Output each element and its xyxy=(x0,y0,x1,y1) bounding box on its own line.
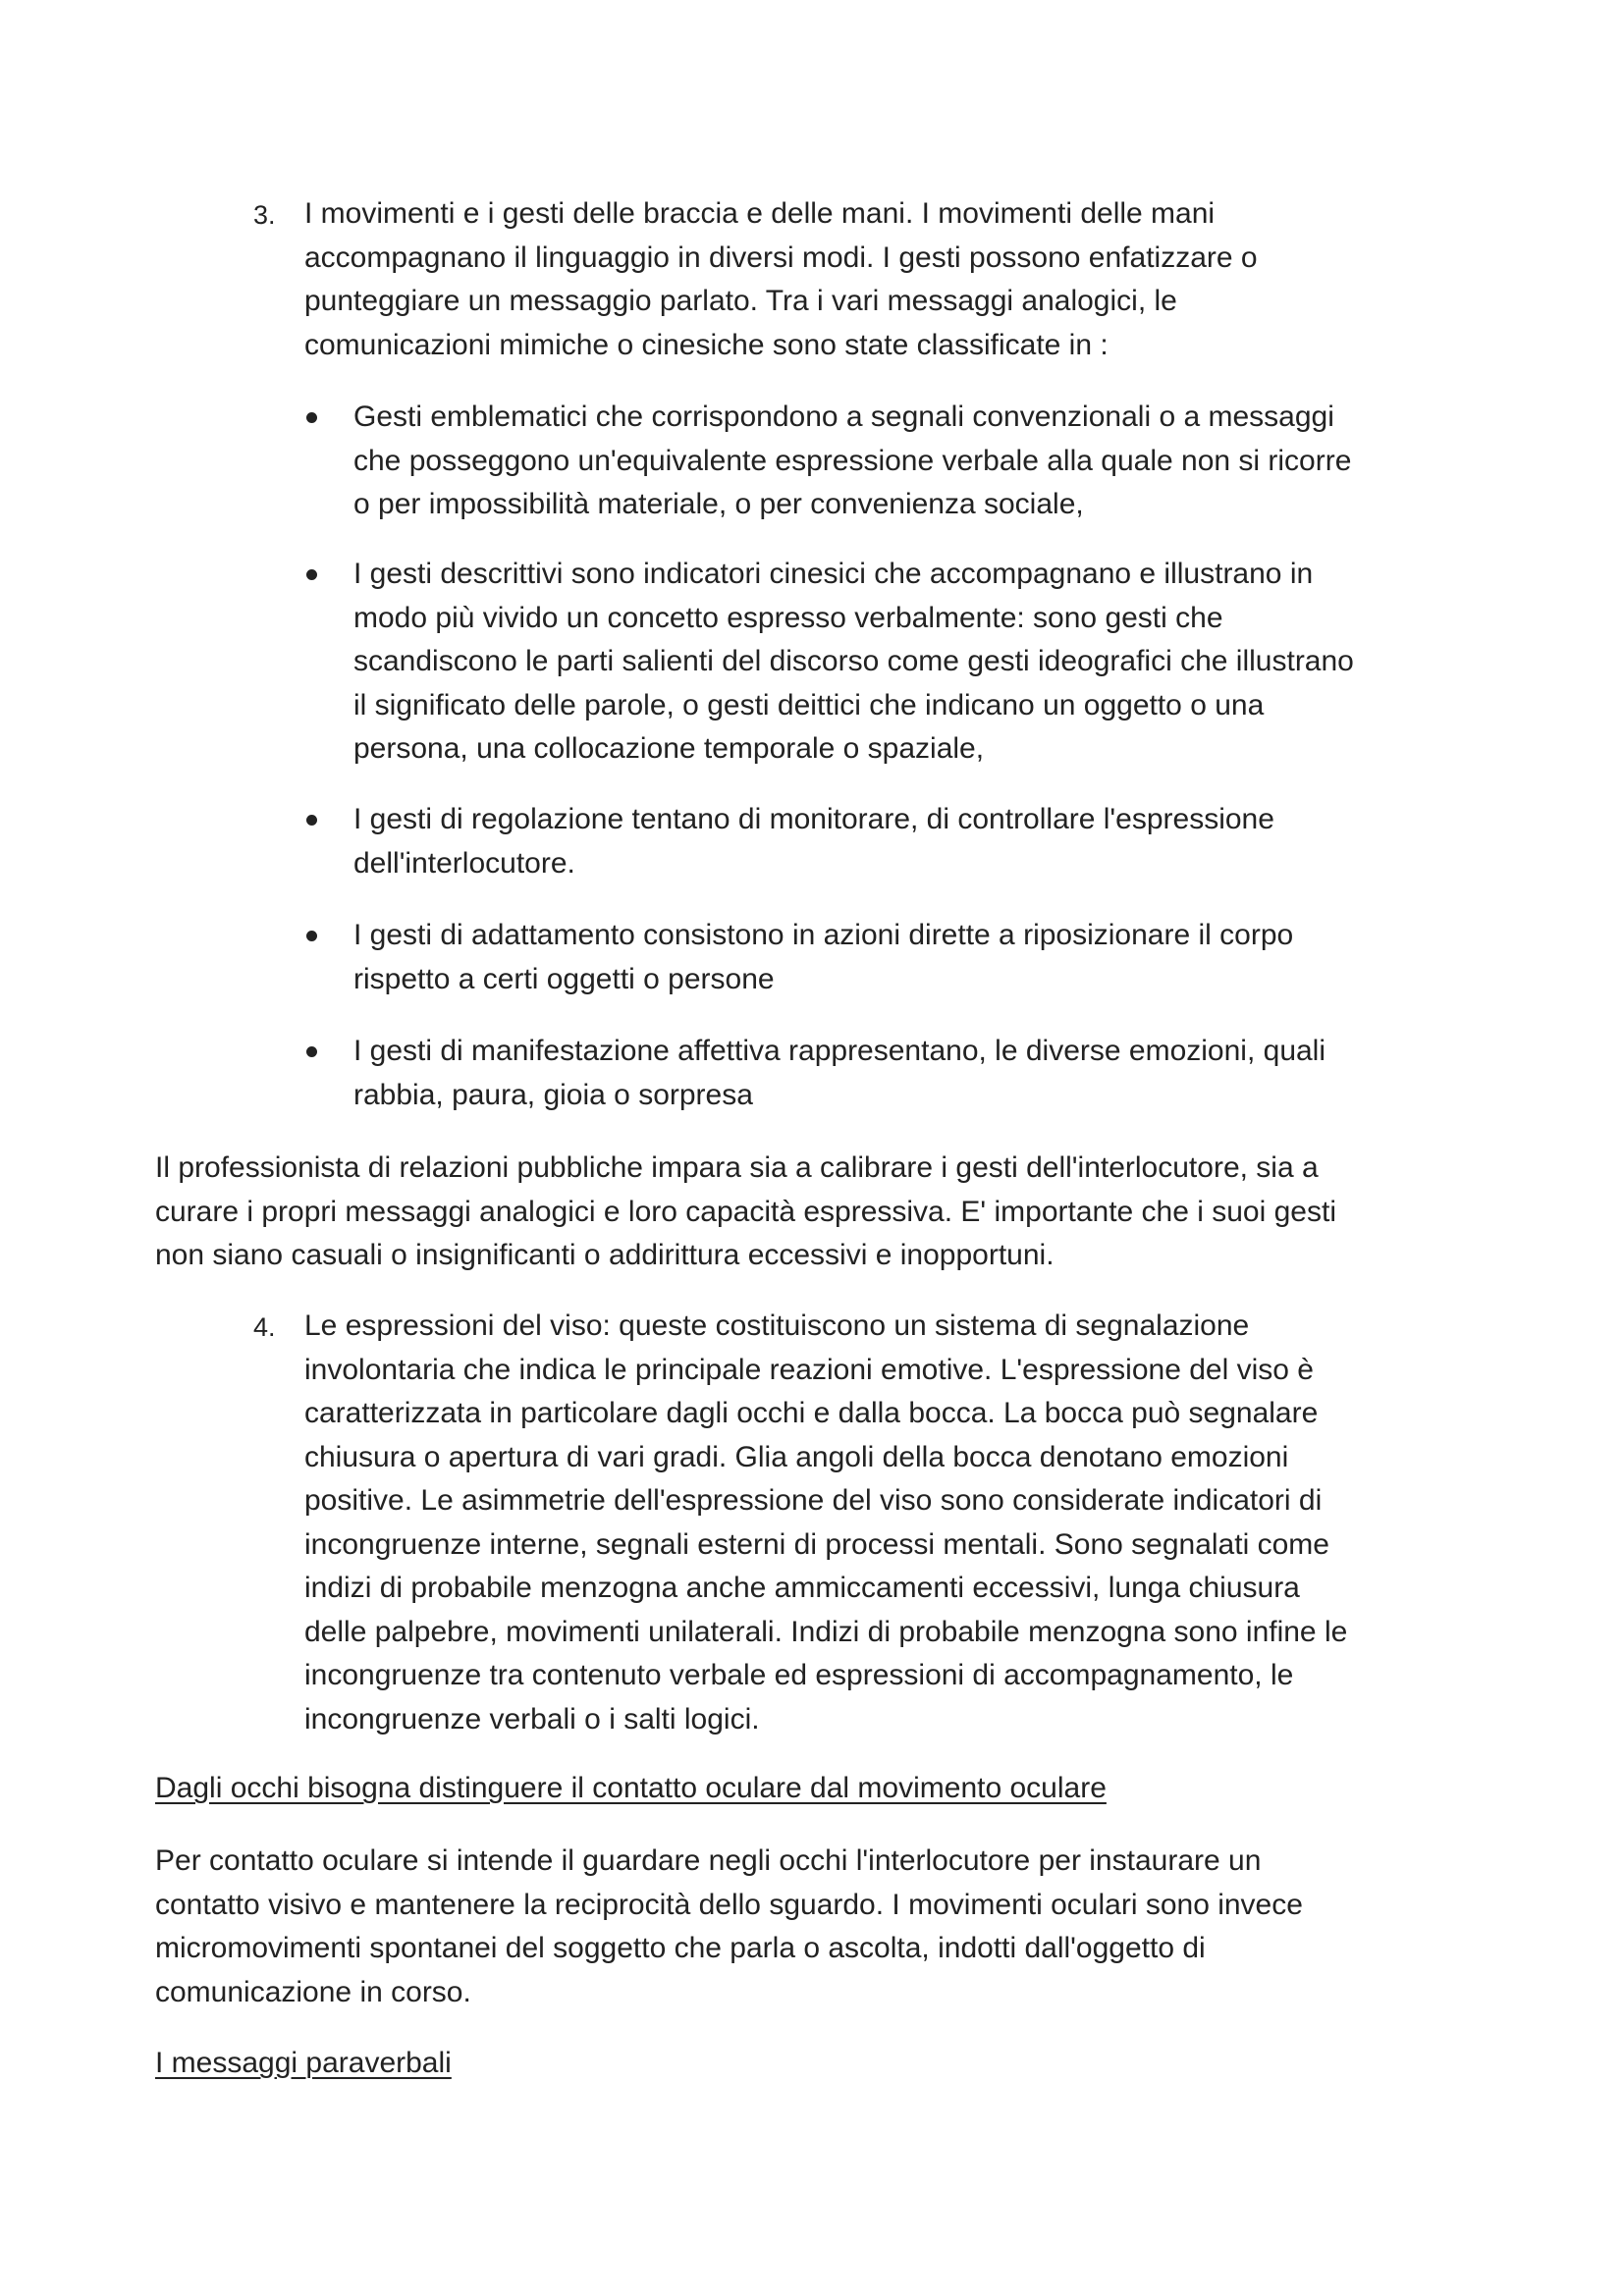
text-line: incongruenze tra contenuto verbale ed espressioni di accompagnamento, le xyxy=(304,1659,1294,1691)
text-line: Per contatto oculare si intende il guardare negli occhi l'interlocutore per instaurare un xyxy=(155,1844,1262,1877)
text-line: caratterizzata in particolare dagli occhi e dalla bocca. La bocca può segnalare xyxy=(304,1397,1319,1429)
section-heading: Dagli occhi bisogna distinguere il contatto oculare dal movimento oculare xyxy=(155,1772,1107,1804)
text-line: comunicazioni mimiche o cinesiche sono state classificate in : xyxy=(304,328,1109,361)
text-line: I gesti di regolazione tentano di monitorare, di controllare l'espressione xyxy=(353,803,1274,835)
text-line: I gesti di manifestazione affettiva rappresentano, le diverse emozioni, quali xyxy=(353,1035,1326,1067)
text-line: punteggiare un messaggio parlato. Tra i vari messaggi analogici, le xyxy=(304,285,1177,317)
text-line: comunicazione in corso. xyxy=(155,1975,471,2008)
text-line: curare i propri messaggi analogici e loro capacità espressiva. E' importante che i suoi gesti xyxy=(155,1195,1336,1228)
text-line: chiusura o apertura di vari gradi. Glia angoli della bocca denotano emozioni xyxy=(304,1440,1289,1473)
text-line: o per impossibilità materiale, o per convenienza sociale, xyxy=(353,488,1084,520)
bullet-dot-icon xyxy=(306,1046,317,1057)
text-line: che posseggono un'equivalente espressione verbale alla quale non si ricorre xyxy=(353,444,1352,477)
text-line: Il professionista di relazioni pubbliche impara sia a calibrare i gesti dell'interlocutore, sia a xyxy=(155,1151,1319,1184)
list-item-4-text xyxy=(304,1305,1347,1741)
text-line: Le espressioni del viso: queste costituiscono un sistema di segnalazione xyxy=(304,1309,1250,1342)
paragraph xyxy=(155,1840,1303,2014)
text-line: persona, una collocazione temporale o spaziale, xyxy=(353,732,985,765)
text-line: incongruenze interne, segnali esterni di processi mentali. Sono segnalati come xyxy=(304,1527,1329,1561)
bullet-dot-icon xyxy=(306,815,317,826)
text-line: I gesti di adattamento consistono in azioni dirette a riposizionare il corpo xyxy=(353,919,1294,951)
text-line: I gesti descrittivi sono indicatori cinesici che accompagnano e illustrano in xyxy=(353,558,1314,590)
paragraph xyxy=(155,1147,1336,1278)
text-line: Gesti emblematici che corrispondono a segnali convenzionali o a messaggi xyxy=(353,400,1334,433)
text-line: contatto visivo e mantenere la reciprocità dello sguardo. I movimenti oculari sono invece xyxy=(155,1888,1303,1921)
text-line: accompagnano il linguaggio in diversi modi. I gesti possono enfatizzare o xyxy=(304,240,1258,274)
text-line: modo più vivido un concetto espresso verbalmente: sono gesti che xyxy=(353,601,1223,634)
text-line: rabbia, paura, gioia o sorpresa xyxy=(353,1078,753,1111)
bullet-item xyxy=(353,914,1293,1001)
text-line: non siano casuali o insignificanti o addirittura eccessivi e inopportuni. xyxy=(155,1239,1055,1271)
text-line: rispetto a certi oggetti o persone xyxy=(353,962,775,995)
list-number-4: 4. xyxy=(253,1312,276,1342)
bullet-item xyxy=(353,396,1351,527)
text-line: delle palpebre, movimenti unilaterali. Indizi di probabile menzogna sono infine le xyxy=(304,1615,1348,1648)
section-heading: I messaggi paraverbali xyxy=(155,2047,452,2079)
text-line: positive. Le asimmetrie dell'espressione del viso sono considerate indicatori di xyxy=(304,1484,1323,1517)
bullet-dot-icon xyxy=(306,931,317,941)
bullet-dot-icon xyxy=(306,412,317,423)
text-line: incongruenze verbali o i salti logici. xyxy=(304,1702,760,1735)
list-item-3-text xyxy=(304,192,1258,367)
text-line: indizi di probabile menzogna anche ammiccamenti eccessivi, lunga chiusura xyxy=(304,1572,1300,1604)
list-number-3: 3. xyxy=(253,200,276,230)
text-line: il significato delle parole, o gesti deittici che indicano un oggetto o una xyxy=(353,688,1265,721)
text-line: dell'interlocutore. xyxy=(353,846,575,880)
text-line: micromovimenti spontanei del soggetto che parla o ascolta, indotti dall'oggetto di xyxy=(155,1932,1206,1964)
bullet-item xyxy=(353,1030,1325,1117)
bullet-item xyxy=(353,798,1274,885)
text-line: I movimenti e i gesti delle braccia e delle mani. I movimenti delle mani xyxy=(304,197,1216,230)
bullet-item xyxy=(353,553,1354,772)
bullet-dot-icon xyxy=(306,569,317,580)
text-line: scandiscono le parti salienti del discorso come gesti ideografici che illustrano xyxy=(353,645,1354,677)
text-line: involontaria che indica le principale reazioni emotive. L'espressione del viso è xyxy=(304,1353,1314,1386)
